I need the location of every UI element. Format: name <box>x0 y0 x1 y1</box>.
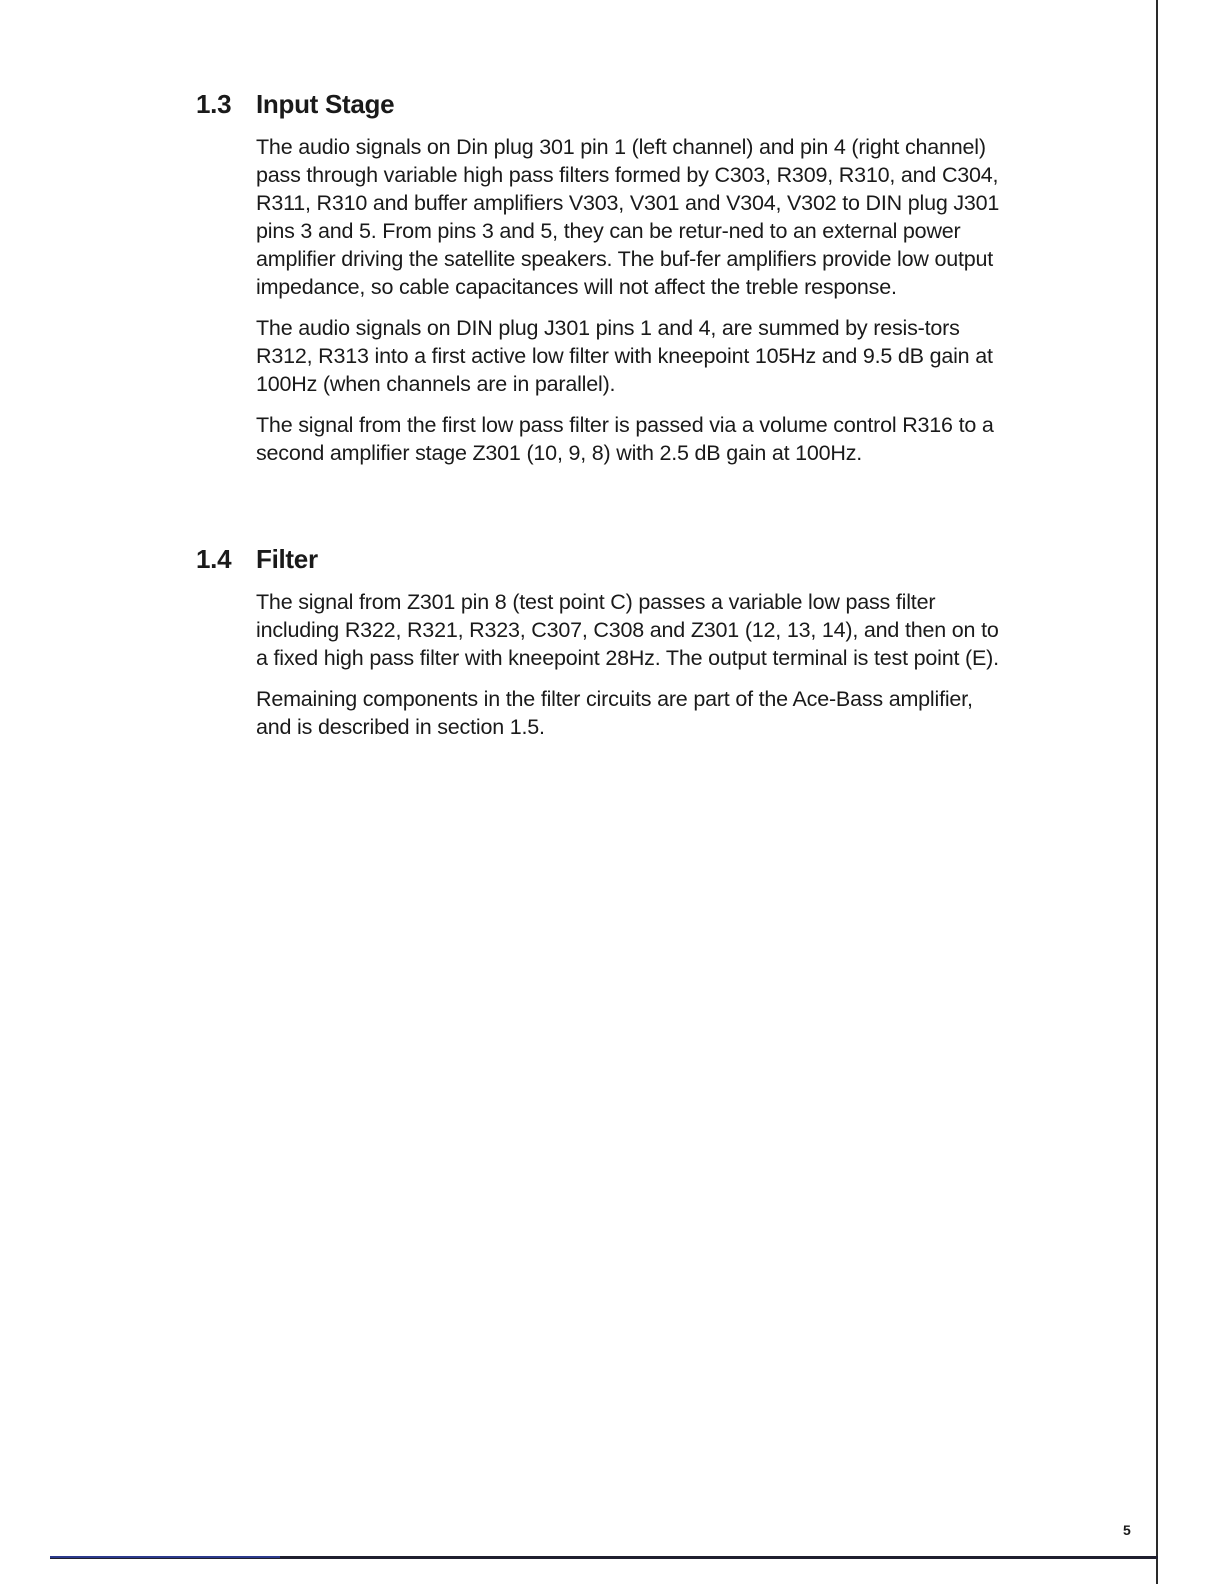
page-edge-bottom-accent <box>50 1556 280 1558</box>
section-number: 1.4 <box>196 544 232 574</box>
page-number: 5 <box>1123 1522 1131 1538</box>
paragraph: The audio signals on Din plug 301 pin 1 (left channel) and pin 4 (right channel) pass through variable high pass filters formed by C303, R309, R310, and C304, R311, R310 and buffer amplifiers V303, V301 and V304, V302 to DIN plug J301 pins 3 and 5. From pins 3 and 5, they can be retur-ned to an external power amplifier driving the satellite speakers. The buf-fer amplifiers provide low output impedance, so cable capacitances will not affect the treble response. <box>256 135 1000 299</box>
paragraph: Remaining components in the filter circuits are part of the Ace-Bass amplifier, and is described in section 1.5. <box>256 687 973 739</box>
paragraph: The signal from Z301 pin 8 (test point C) passes a variable low pass filter including R322, R321, R323, C307, C308 and Z301 (12, 13, 14), and then on to a fixed high pass filter with kneepoint 28Hz. The output terminal is test point (E). <box>256 590 999 670</box>
section-title: Filter <box>256 544 318 574</box>
page-edge-right <box>1156 0 1158 1584</box>
section-heading <box>196 544 1016 574</box>
paragraph: The audio signals on DIN plug J301 pins 1 and 4, are summed by resis-tors R312, R313 into a first active low filter with kneepoint 105Hz and 9.5 dB gain at 100Hz (when channels are in parallel). <box>256 316 993 396</box>
section-input-stage <box>196 89 1016 467</box>
section-title: Input Stage <box>256 89 395 119</box>
paragraph: The signal from the first low pass filter is passed via a volume control R316 to a second amplifier stage Z301 (10, 9, 8) with 2.5 dB gain at 100Hz. <box>256 413 994 465</box>
section-heading <box>196 89 1016 119</box>
section-filter <box>196 544 1016 741</box>
section-number: 1.3 <box>196 89 232 119</box>
